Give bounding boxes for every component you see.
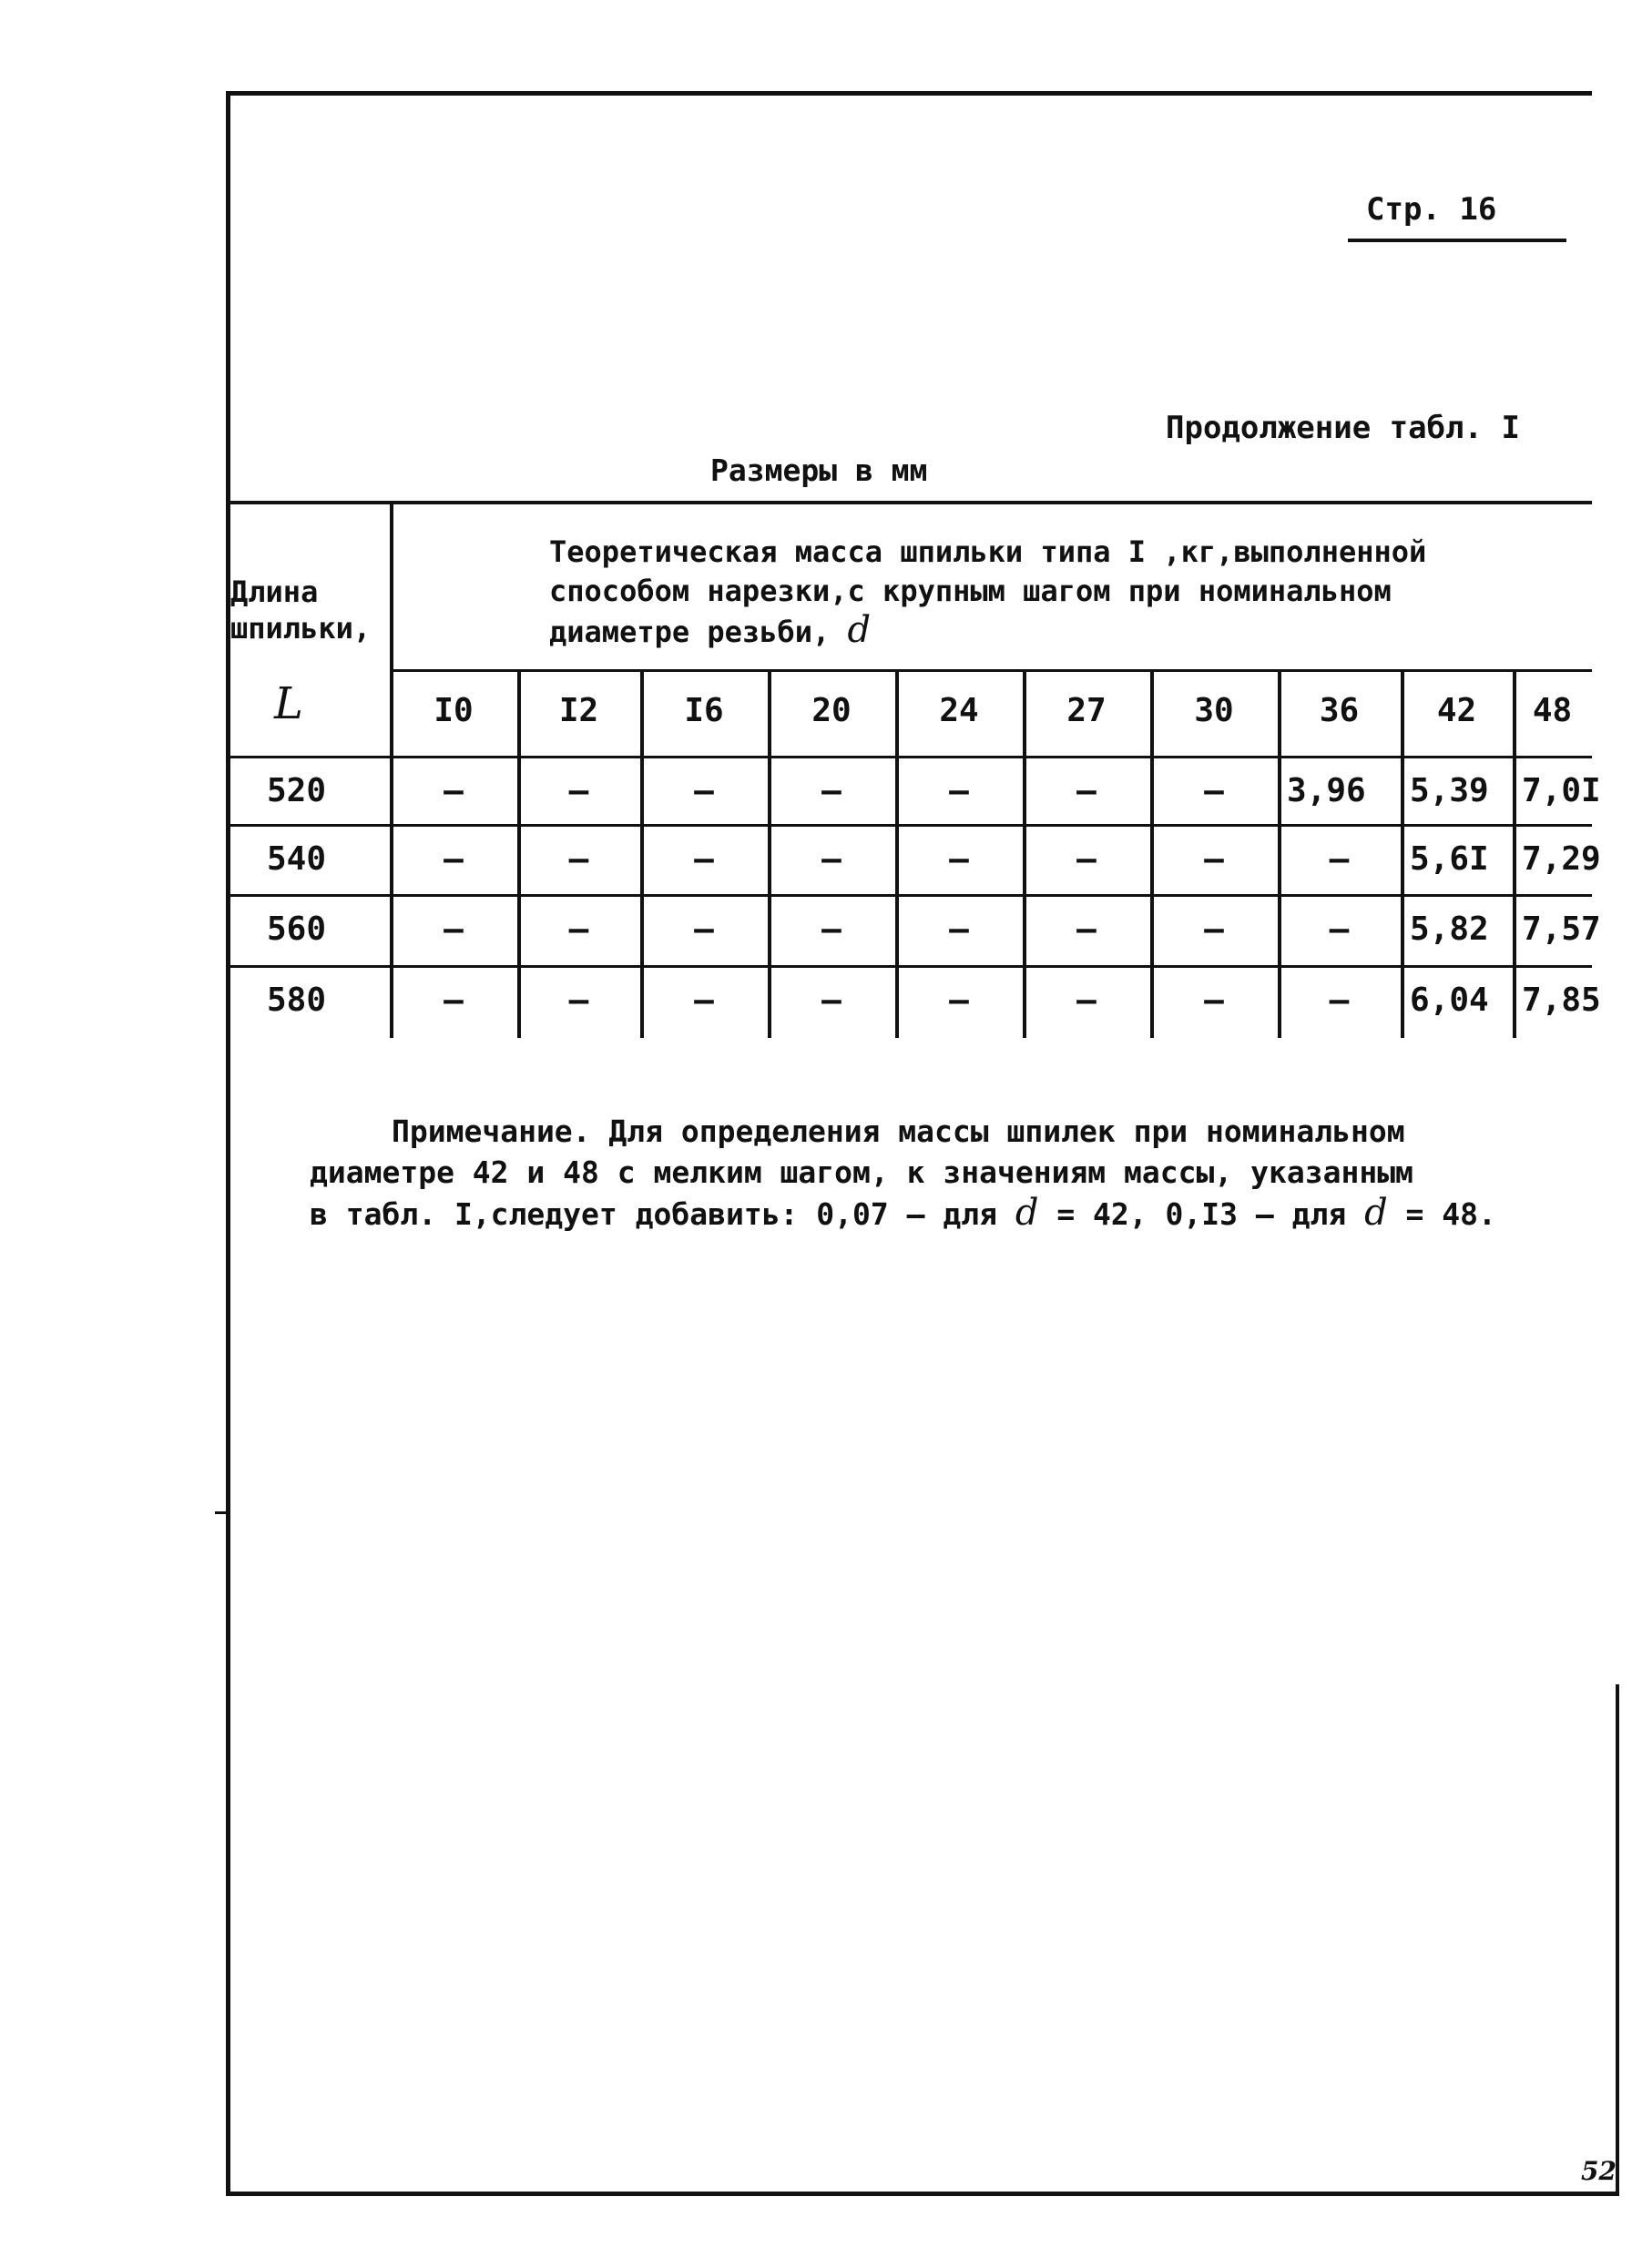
- table-cell: –: [1204, 840, 1224, 878]
- length-cell: 540: [267, 840, 327, 878]
- diameter-header-cell: I2: [558, 692, 599, 729]
- table-cell: –: [1204, 772, 1224, 809]
- mass-header-line: диаметре резьби, d: [549, 609, 872, 651]
- table-cell: 5,82: [1410, 910, 1489, 948]
- diameter-header-cell: 20: [811, 692, 852, 729]
- table-cell: –: [1076, 772, 1096, 809]
- table-cell: –: [444, 981, 464, 1019]
- table-cell: –: [568, 910, 589, 948]
- table-cell: –: [694, 981, 714, 1019]
- page-frame-top: [226, 91, 1592, 96]
- note-line: Примечание. Для определения массы шпилек при номинальном: [392, 1114, 1405, 1149]
- table-cell: –: [949, 772, 969, 809]
- table-cell: –: [1076, 981, 1096, 1019]
- length-column-header: [230, 574, 394, 646]
- diameter-header-cell: 36: [1319, 692, 1360, 729]
- diameter-header-cell: I6: [684, 692, 724, 729]
- table-cell: –: [949, 910, 969, 948]
- diameter-header-cell: 42: [1436, 692, 1477, 729]
- table-cell: –: [1329, 910, 1350, 948]
- table-cell: –: [568, 981, 589, 1019]
- margin-tick-mark: [215, 1511, 226, 1514]
- table-cell: –: [1204, 910, 1224, 948]
- table-cell: –: [1329, 840, 1350, 878]
- diameter-header-cell: I0: [434, 692, 474, 729]
- table-cell: –: [1076, 840, 1096, 878]
- length-symbol: L: [274, 678, 303, 729]
- page-frame-right: [1616, 1684, 1619, 2196]
- sheet-number: 52: [1581, 2156, 1617, 2186]
- length-header-line: шпильки,: [230, 611, 372, 646]
- diameter-header-cell: 24: [939, 692, 979, 729]
- mass-header-line: Теоретическая масса шпильки типа I ,кг,выполненной: [549, 534, 1427, 569]
- diameter-symbol: d: [1015, 1192, 1039, 1234]
- table-cell: –: [444, 772, 464, 809]
- table-hline: [230, 894, 1592, 897]
- table-cell: –: [1076, 910, 1096, 948]
- page-number-label: Стр. 16: [1366, 191, 1497, 228]
- table-cell: 7,85: [1522, 981, 1601, 1019]
- mass-table: [230, 501, 1601, 1038]
- note-line: диаметре 42 и 48 с мелким шагом, к значениям массы, указанным: [310, 1154, 1413, 1190]
- table-cell: –: [821, 840, 842, 878]
- diameter-header-cell: 27: [1066, 692, 1107, 729]
- table-hline: [230, 824, 1592, 827]
- table-cell: –: [949, 840, 969, 878]
- table-cell: –: [694, 910, 714, 948]
- table-vline: [390, 501, 393, 1038]
- table-hline: [390, 669, 1592, 672]
- table-cell: 3,96: [1287, 772, 1366, 809]
- diameter-header-cell: 30: [1194, 692, 1234, 729]
- diameter-symbol: d: [1364, 1192, 1388, 1234]
- table-cell: –: [568, 840, 589, 878]
- page-frame-left: [226, 91, 230, 2196]
- table-cell: –: [444, 910, 464, 948]
- table-cell: –: [821, 981, 842, 1019]
- mass-header-line: способом нарезки,с крупным шагом при номинальном: [549, 574, 1392, 608]
- table-cell: 7,29: [1522, 840, 1601, 878]
- length-cell: 520: [267, 772, 327, 809]
- mass-column-header: [549, 533, 1551, 652]
- table-cell: 5,6I: [1410, 840, 1489, 878]
- table-cell: 5,39: [1410, 772, 1489, 809]
- table-cell: –: [444, 840, 464, 878]
- table-cell: –: [821, 910, 842, 948]
- length-cell: 580: [267, 981, 327, 1019]
- table-cell: –: [949, 981, 969, 1019]
- table-continuation-caption: Продолжение табл. I: [1166, 410, 1520, 446]
- table-cell: –: [694, 772, 714, 809]
- note-line: в табл. I,следует добавить: 0,07 – для d = 42, 0,I3 – для d = 48.: [310, 1192, 1496, 1234]
- table-cell: 7,57: [1522, 910, 1601, 948]
- page-number-underline: [1348, 239, 1566, 242]
- table-cell: –: [568, 772, 589, 809]
- table-cell: 6,04: [1410, 981, 1489, 1019]
- table-note: [310, 1111, 1612, 1235]
- table-cell: 7,0I: [1522, 772, 1601, 809]
- length-cell: 560: [267, 910, 327, 948]
- table-hline: [230, 756, 1592, 758]
- table-cell: –: [694, 840, 714, 878]
- diameter-header-cell: 48: [1532, 692, 1573, 729]
- table-cell: –: [1329, 981, 1350, 1019]
- units-caption: Размеры в мм: [710, 453, 928, 488]
- diameter-symbol: d: [847, 609, 872, 651]
- length-header-line: Длина: [230, 575, 319, 609]
- table-hline: [230, 965, 1592, 968]
- table-cell: –: [1204, 981, 1224, 1019]
- table-cell: –: [821, 772, 842, 809]
- page-frame-bottom: [226, 2192, 1619, 2196]
